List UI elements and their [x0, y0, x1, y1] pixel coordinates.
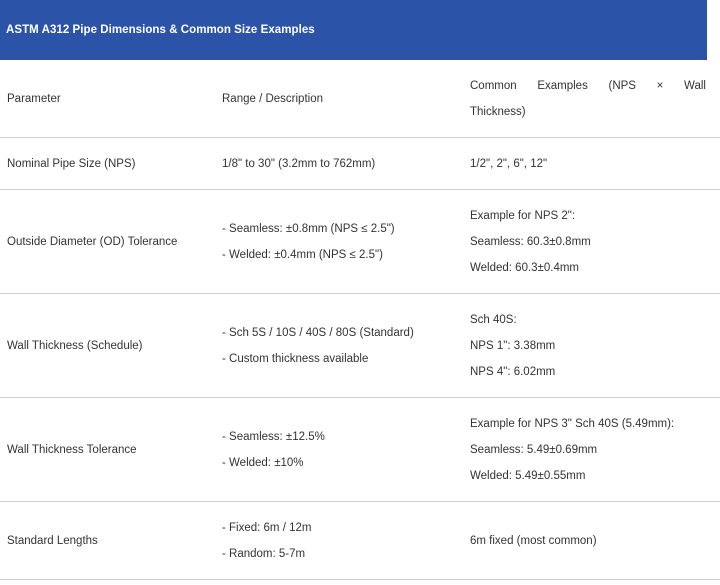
- row-parameter: Nominal Pipe Size (NPS): [7, 157, 136, 170]
- header-examples: [470, 60, 720, 137]
- table-title: ASTM A312 Pipe Dimensions & Common Size Examples: [6, 24, 315, 36]
- row-range: - Fixed: 6m / 12m - Random: 5-7m: [222, 521, 312, 560]
- table-row: [0, 398, 720, 502]
- row-range: - Sch 5S / 10S / 40S / 80S (Standard) - Custom thickness available: [222, 326, 414, 365]
- row-range: - Seamless: ±12.5% - Welded: ±10%: [222, 430, 325, 469]
- table-header-row: [0, 60, 720, 138]
- header-parameter: Parameter: [7, 92, 61, 105]
- row-parameter: Wall Thickness Tolerance: [7, 443, 137, 456]
- row-parameter: Standard Lengths: [7, 534, 98, 547]
- row-parameter: Wall Thickness (Schedule): [7, 339, 143, 352]
- table-row: [0, 502, 720, 580]
- row-examples: Sch 40S: NPS 1": 3.38mm NPS 4": 6.02mm: [470, 313, 556, 378]
- table-row: [0, 294, 720, 398]
- header-examples-line1: Common Examples (NPS × Wall: [470, 79, 706, 92]
- table-banner: [0, 0, 707, 60]
- row-examples: 6m fixed (most common): [470, 534, 597, 547]
- row-examples: Example for NPS 3" Sch 40S (5.49mm): Seamless: 5.49±0.69mm Welded: 5.49±0.55mm: [470, 417, 675, 482]
- row-parameter: Outside Diameter (OD) Tolerance: [7, 235, 178, 248]
- header-range: Range / Description: [222, 92, 323, 105]
- table-row: [0, 190, 720, 294]
- spec-table: [0, 60, 720, 580]
- row-examples: 1/2", 2", 6", 12": [470, 157, 548, 170]
- row-range: - Seamless: ±0.8mm (NPS ≤ 2.5") - Welded: ±0.4mm (NPS ≤ 2.5"): [222, 222, 395, 261]
- row-range: 1/8" to 30" (3.2mm to 762mm): [222, 157, 376, 170]
- row-examples: Example for NPS 2": Seamless: 60.3±0.8mm Welded: 60.3±0.4mm: [470, 209, 591, 274]
- header-examples-line2: Thickness): [470, 105, 526, 118]
- table-row: [0, 138, 720, 190]
